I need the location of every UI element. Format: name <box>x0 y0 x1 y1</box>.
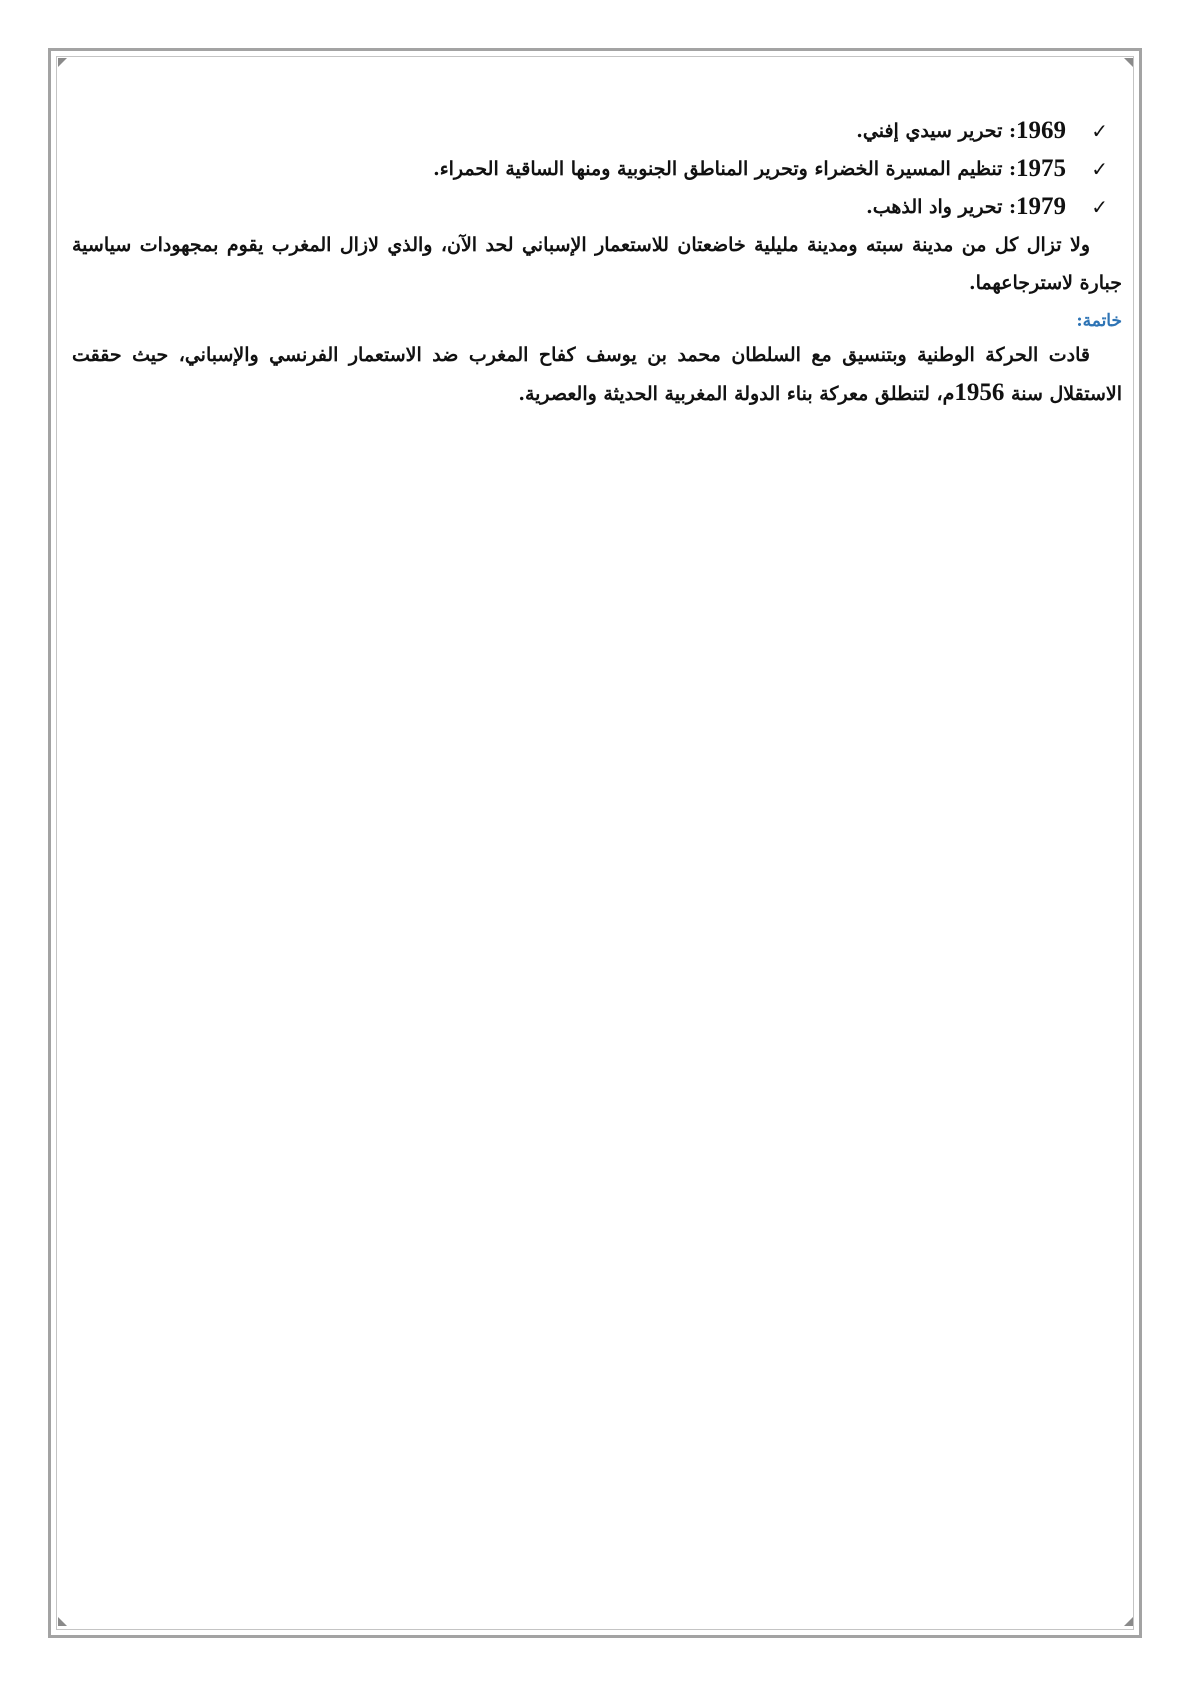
checkmark-icon: ✓ <box>1091 119 1108 143</box>
milestones-list <box>72 112 1122 226</box>
list-item <box>72 188 1108 226</box>
corner-ornament-top-left <box>58 58 67 67</box>
conclusion-text-part2: م، لتنطلق معركة بناء الدولة المغربية الحديثة والعصرية. <box>518 383 955 405</box>
list-item <box>72 112 1108 150</box>
checkmark-icon: ✓ <box>1091 157 1108 181</box>
conclusion-text-part1: قادت الحركة الوطنية وبتنسيق مع السلطان محمد بن يوسف كفاح المغرب ضد الاستعمار الفرنسي والإسباني، حيث حققت الاستقلال سنة <box>72 344 1122 405</box>
list-item-year: 1979 <box>1016 193 1066 220</box>
paragraph-conclusion <box>72 336 1122 413</box>
document-body <box>72 112 1122 413</box>
list-item-text: : تحرير واد الذهب. <box>866 196 1016 218</box>
list-item-year: 1975 <box>1016 155 1066 182</box>
list-item-text: : تحرير سيدي إفني. <box>856 120 1016 142</box>
independence-year: 1956 <box>954 379 1005 406</box>
checkmark-icon: ✓ <box>1091 195 1108 219</box>
list-item <box>72 150 1108 188</box>
corner-ornament-bottom-right <box>1124 1617 1133 1626</box>
corner-ornament-bottom-left <box>58 1617 67 1626</box>
corner-ornament-top-right <box>1124 58 1133 67</box>
list-item-text: : تنظيم المسيرة الخضراء وتحرير المناطق الجنوبية ومنها الساقية الحمراء. <box>433 158 1016 180</box>
list-item-year: 1969 <box>1016 117 1066 144</box>
conclusion-heading: خاتمة: <box>1076 311 1122 331</box>
paragraph-ceuta-melilla: ولا تزال كل من مدينة سبته ومدينة مليلية خاضعتان للاستعمار الإسباني لحد الآن، والذي لازال المغرب يقوم بمجهودات سياسية جبارة لاسترجاعهما. <box>72 234 1122 294</box>
